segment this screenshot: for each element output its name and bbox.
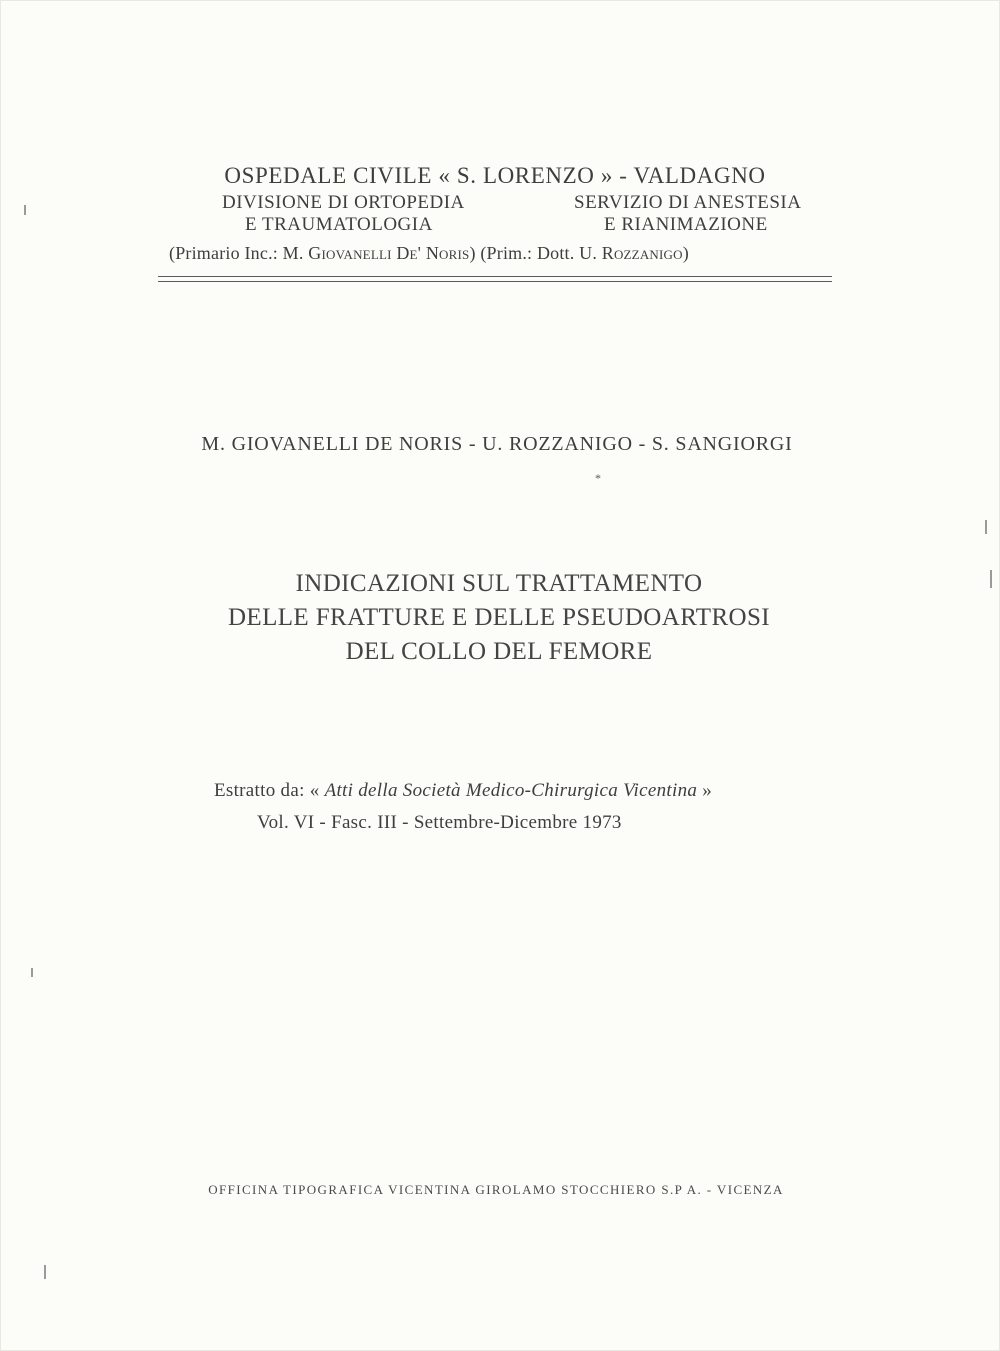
- department-chiefs: [169, 243, 689, 264]
- chiefs-prefix-right: ) (Prim.: Dott. U.: [469, 243, 602, 263]
- chiefs-suffix: ): [682, 243, 689, 263]
- journal-name: Atti della Società Medico-Chirurgica Vicentina: [324, 780, 698, 801]
- service-anesthesia-line2: E RIANIMAZIONE: [604, 214, 768, 235]
- paper-speck: [44, 1265, 46, 1279]
- title-line-3: DEL COLLO DEL FEMORE: [345, 638, 653, 665]
- extract-source: [214, 780, 712, 802]
- header-rule-bottom: [158, 281, 832, 282]
- chief-name-right: Rozzanigo: [601, 243, 683, 263]
- division-orthopedics-line2: E TRAUMATOLOGIA: [245, 214, 433, 235]
- paper-speck: [985, 520, 987, 534]
- extract-prefix: Estratto da: «: [214, 780, 325, 801]
- paper-speck: [31, 968, 33, 977]
- extract-suffix: »: [697, 780, 713, 801]
- authors-line: M. GIOVANELLI DE NORIS - U. ROZZANIGO - S. SANGIORGI: [201, 433, 793, 455]
- printer-imprint: OFFICINA TIPOGRAFICA VICENTINA GIROLAMO STOCCHIERO S.P A. - VICENZA: [208, 1182, 784, 1197]
- author-mark: *: [595, 471, 601, 485]
- paper-speck: [990, 570, 992, 588]
- chief-name-left: Giovanelli De' Noris: [308, 243, 470, 263]
- division-orthopedics-line1: DIVISIONE DI ORTOPEDIA: [222, 192, 465, 213]
- title-line-1: INDICAZIONI SUL TRATTAMENTO: [295, 570, 703, 597]
- chiefs-prefix-left: (Primario Inc.: M.: [169, 243, 309, 263]
- hospital-name: OSPEDALE CIVILE « S. LORENZO » - VALDAGNO: [224, 163, 766, 188]
- volume-info: Vol. VI - Fasc. III - Settembre-Dicembre 1973: [257, 812, 622, 833]
- header-rule-top: [158, 276, 832, 277]
- service-anesthesia-line1: SERVIZIO DI ANESTESIA: [574, 192, 802, 213]
- title-line-2: DELLE FRATTURE E DELLE PSEUDOARTROSI: [227, 604, 771, 631]
- paper-speck: [24, 205, 26, 215]
